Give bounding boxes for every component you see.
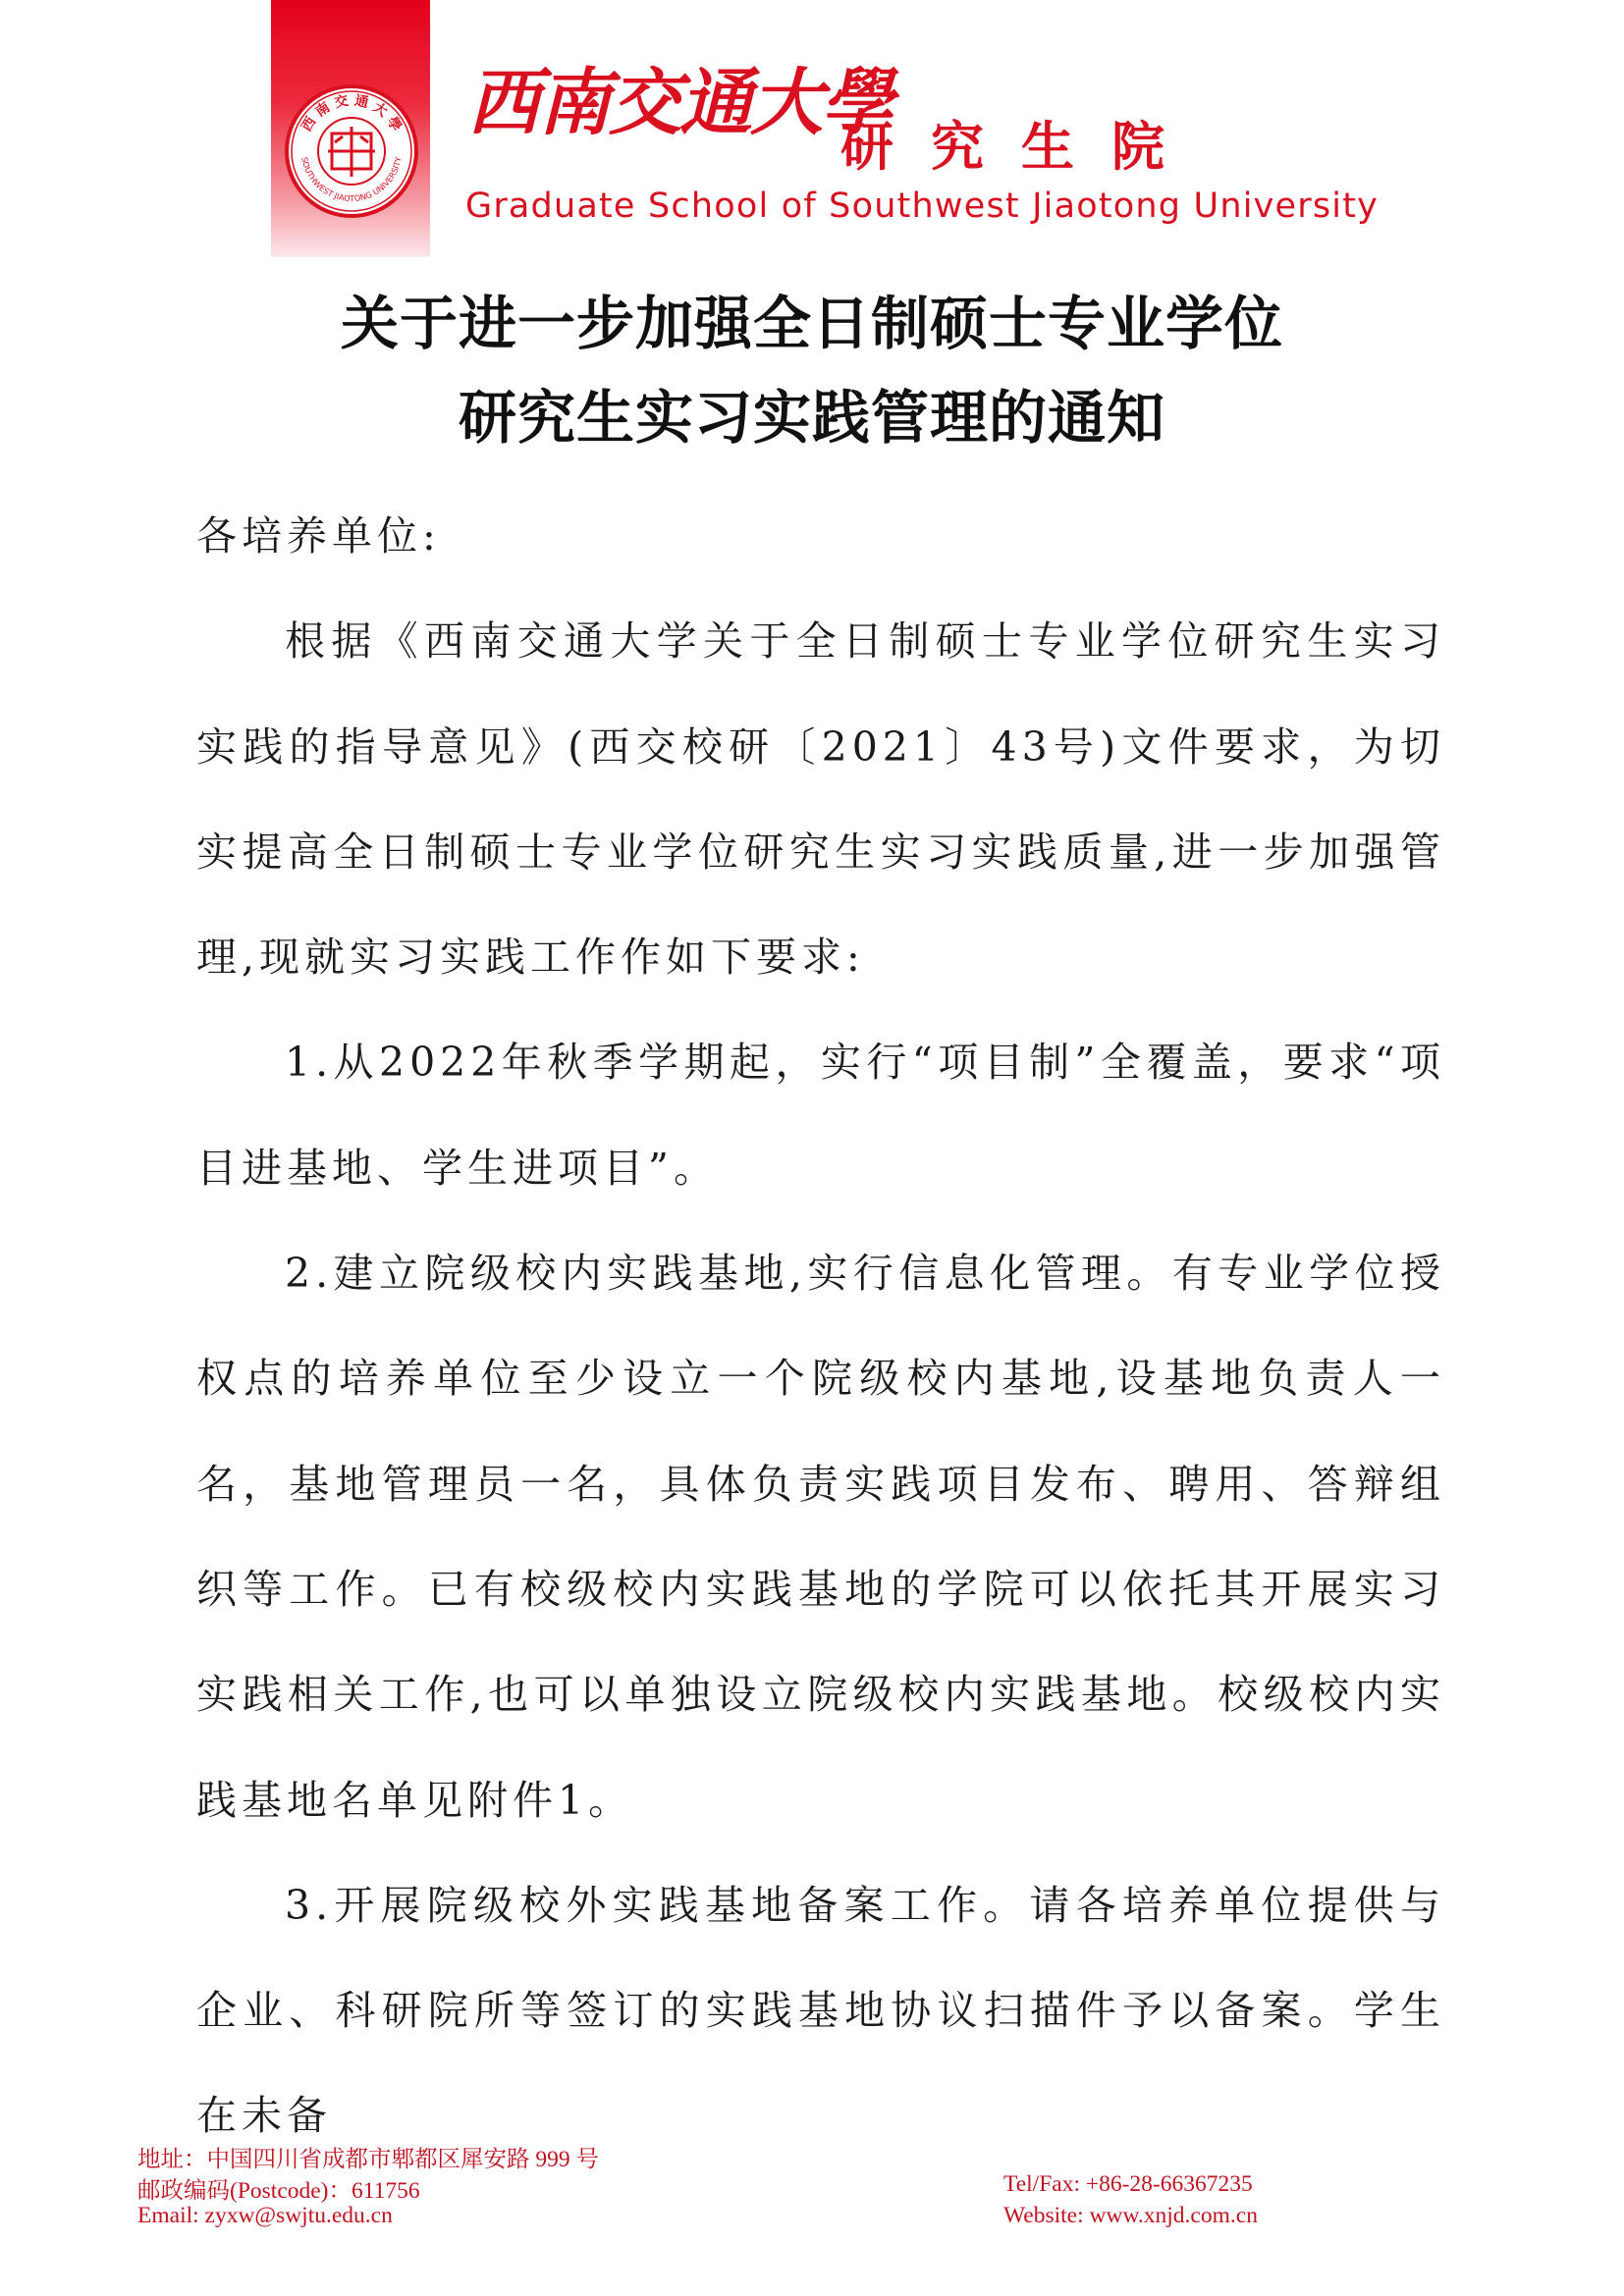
- footer-postcode: 邮政编码(Postcode)：611756: [137, 2178, 420, 2204]
- school-name-english: Graduate School of Southwest Jiaotong University: [465, 187, 1380, 226]
- notice-body: [196, 484, 1445, 2169]
- school-label: 研究生院: [840, 115, 1202, 178]
- paragraph-basis: 根据《西南交通大学关于全日制硕士专业学位研究生实习实践的指导意见》(西交校研〔2021〕43号)文件要求，为切实提高全日制硕士专业学位研究生实习实践质量,进一步加强管理,现就实习实践工作作如下要求:: [196, 617, 1445, 982]
- svg-text:西 南 交 通 大 學: 西 南 交 通 大 學: [298, 92, 405, 134]
- footer-telfax: Tel/Fax: +86-28-66367235: [1003, 2171, 1253, 2197]
- title-line-1: 关于进一步加强全日制硕士专业学位: [340, 290, 1283, 357]
- letterhead: [271, 0, 1380, 257]
- salutation: 各培养单位:: [196, 512, 441, 560]
- paragraph-item-2: 2.建立院级校内实践基地,实行信息化管理。有专业学位授权点的培养单位至少设立一个院级校内基地,设基地负责人一名，基地管理员一名，具体负责实践项目发布、聘用、答辩组织等工作。已有校级校内实践基地的学院可以依托其开展实习实践相关工作,也可以单独设立院级校内实践基地。校级校内实践基地名单见附件1。: [196, 1250, 1445, 1824]
- footer: [0, 2140, 1624, 2238]
- university-seal-icon: [284, 83, 419, 219]
- footer-address: 地址：中国四川省成都市郫都区犀安路 999 号: [137, 2147, 599, 2172]
- svg-text:SOUTHWEST JIAOTONG UNIVERSITY: SOUTHWEST JIAOTONG UNIVERSITY: [299, 156, 404, 204]
- notice-title: [0, 277, 1624, 465]
- footer-website: Website: www.xnjd.com.cn: [1003, 2203, 1258, 2228]
- title-line-2: 研究生实习实践管理的通知: [458, 384, 1165, 452]
- footer-email: Email: zyxw@swjtu.edu.cn: [137, 2203, 393, 2228]
- paragraph-item-1: 1.从2022年秋季学期起，实行“项目制”全覆盖，要求“项目进基地、学生进项目”。: [196, 1039, 1445, 1192]
- paragraph-item-3: 3.开展院级校外实践基地备案工作。请各培养单位提供与企业、科研院所等签订的实践基地协议扫描件予以备案。学生在未备: [196, 1881, 1445, 2140]
- university-name-calligraphy: 西南交通大學: [467, 61, 892, 145]
